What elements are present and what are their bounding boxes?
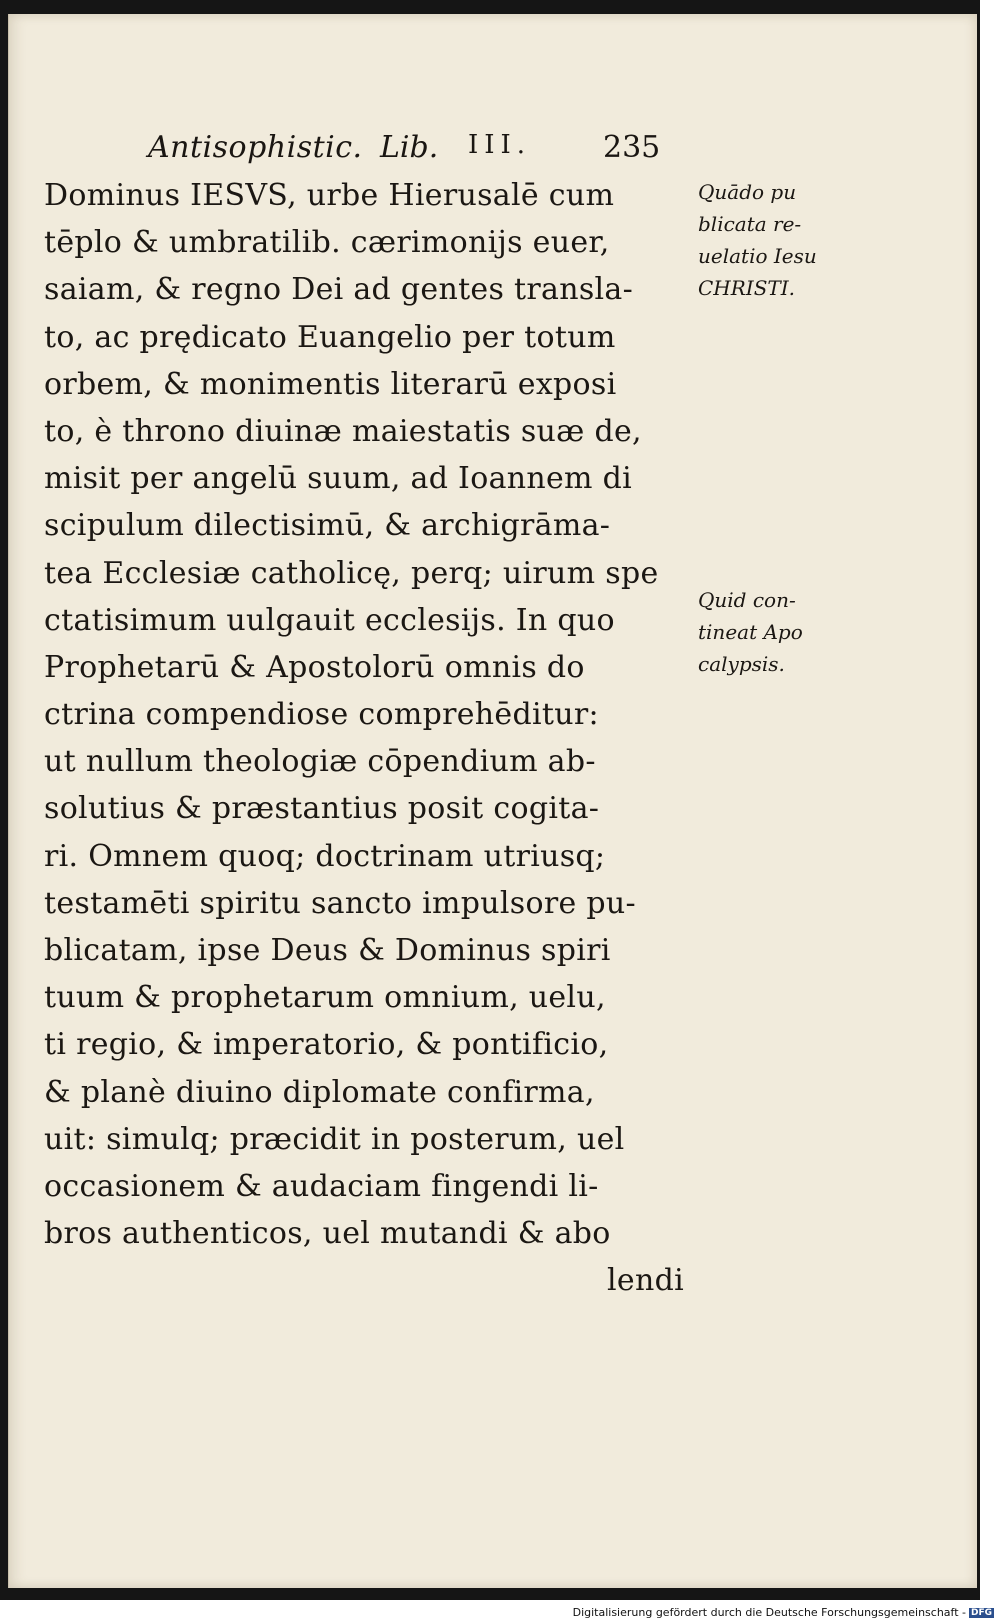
text-line: scipulum dilectisimū, & archigrāma- xyxy=(44,508,611,544)
running-head-volume: III. xyxy=(468,130,532,160)
dfg-logo: DFG xyxy=(970,1608,992,1618)
marginal-note-line: Quādo pu xyxy=(698,180,797,204)
text-line: ctatisimum uulgauit ecclesijs. In quo xyxy=(44,602,615,638)
running-head-title: Antisophistic. xyxy=(148,130,363,165)
text-line: misit per angelū suum, ad Ioannem di xyxy=(44,461,633,497)
digitization-credit xyxy=(573,1606,994,1619)
body-text xyxy=(44,172,684,1305)
page-number: 235 xyxy=(603,130,661,165)
text-line: ri. Omnem quoq; doctrinam utriusq; xyxy=(44,838,606,874)
running-head-book: Lib. xyxy=(380,130,439,165)
text-line: tēplo & umbratilib. cærimonijs euer, xyxy=(44,225,610,261)
text-line: ut nullum theologiæ cōpendium ab- xyxy=(44,744,596,780)
text-line: tuum & prophetarum omnium, uelu, xyxy=(44,980,606,1016)
text-line: tea Ecclesiæ catholicę, perq; uirum spe xyxy=(44,555,659,591)
marginal-note-line: calypsis. xyxy=(698,652,785,676)
marginal-note-line: tineat Apo xyxy=(698,620,803,644)
text-line: occasionem & audaciam fingendi li- xyxy=(44,1168,599,1204)
text-line: bros authenticos, uel mutandi & abo xyxy=(44,1216,611,1252)
text-line: ti regio, & imperatorio, & pontificio, xyxy=(44,1027,609,1063)
marginal-note xyxy=(698,584,803,680)
text-line: solutius & præstantius posit cogita- xyxy=(44,791,600,827)
text-line: ctrina compendiose comprehēditur: xyxy=(44,697,599,733)
text-line: testamēti spiritu sancto impulsore pu- xyxy=(44,885,636,921)
catchword: lendi xyxy=(607,1263,684,1299)
marginal-note-line: CHRISTI. xyxy=(698,276,796,300)
marginal-note-line: blicata re- xyxy=(698,212,802,236)
marginal-note-line: uelatio Iesu xyxy=(698,244,817,268)
text-line: orbem, & monimentis literarū exposi xyxy=(44,366,617,402)
text-line: to, è throno diuinæ maiestatis suæ de, xyxy=(44,413,642,449)
credit-text: Digitalisierung gefördert durch die Deutsche Forschungsgemeinschaft - xyxy=(572,1606,966,1619)
text-line: & planè diuino diplomate confirma, xyxy=(44,1074,595,1110)
text-line: uit: simulq; præcidit in posterum, uel xyxy=(44,1121,625,1157)
text-line: Dominus IESVS, urbe Hierusalē cum xyxy=(44,178,615,213)
running-head xyxy=(148,126,688,174)
marginal-note-line: Quid con- xyxy=(698,588,796,612)
text-line: saiam, & regno Dei ad gentes transla- xyxy=(44,272,634,308)
text-line: to, ac prędicato Euangelio per totum xyxy=(44,319,616,355)
text-line: blicatam, ipse Deus & Dominus spiri xyxy=(44,933,611,968)
text-line: Prophetarū & Apostolorū omnis do xyxy=(44,649,585,685)
marginal-note xyxy=(698,176,817,304)
